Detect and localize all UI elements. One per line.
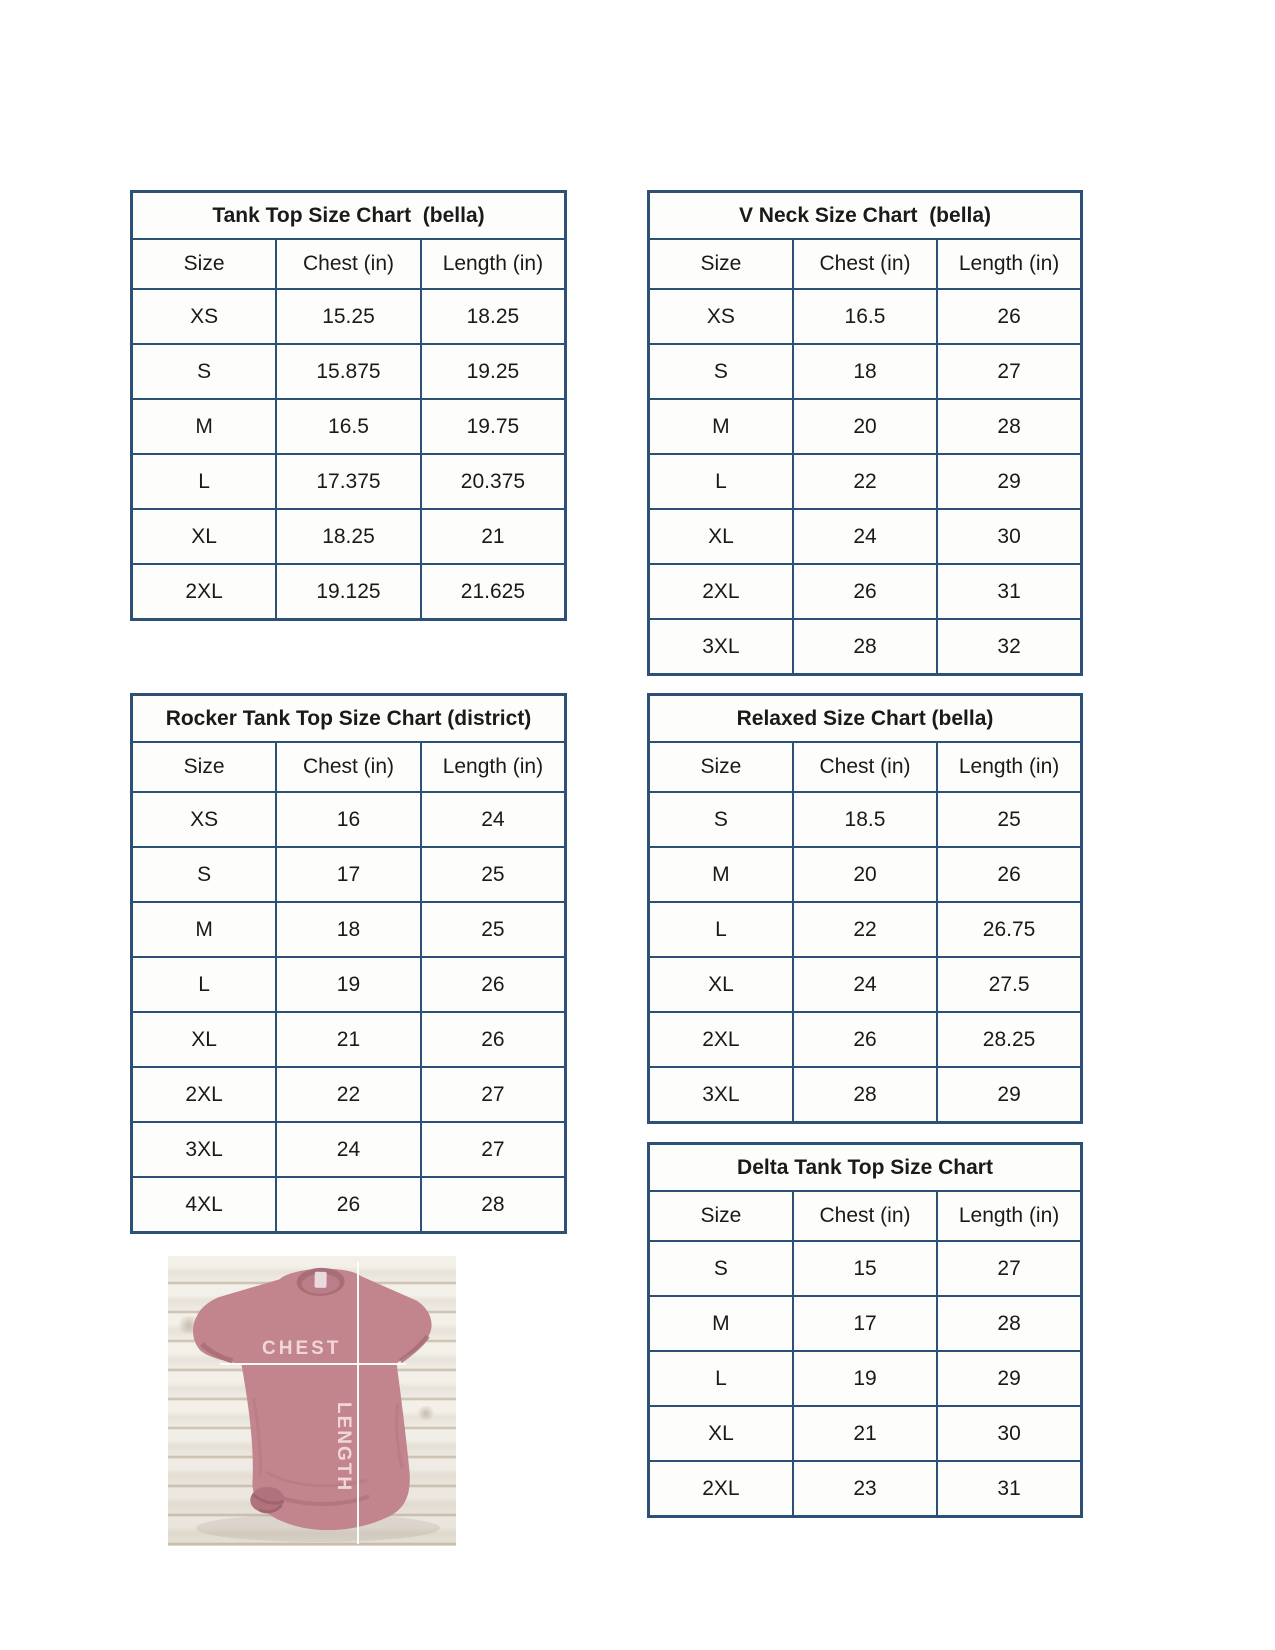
size-chart-table	[647, 1142, 1083, 1518]
chest-cell: 21	[276, 1012, 421, 1067]
size-cell: S	[649, 344, 793, 399]
length-cell: 27	[421, 1122, 566, 1177]
chest-cell: 18.25	[276, 509, 421, 564]
chest-cell: 18.5	[793, 792, 937, 847]
size-row	[649, 509, 1082, 564]
table-title: Delta Tank Top Size Chart	[649, 1144, 1082, 1192]
length-cell: 26.75	[937, 902, 1081, 957]
size-cell: S	[649, 1241, 793, 1296]
size-row	[649, 564, 1082, 619]
chest-cell: 21	[793, 1406, 937, 1461]
size-cell: M	[649, 847, 793, 902]
length-cell: 28.25	[937, 1012, 1081, 1067]
column-header: Chest (in)	[793, 1191, 937, 1241]
length-cell: 27	[937, 344, 1081, 399]
size-cell: 2XL	[649, 1012, 793, 1067]
size-cell: 3XL	[132, 1122, 277, 1177]
size-row	[132, 1067, 566, 1122]
length-cell: 19.75	[421, 399, 566, 454]
chest-label: CHEST	[262, 1338, 342, 1359]
length-cell: 26	[421, 1012, 566, 1067]
chest-measure-line	[220, 1363, 406, 1365]
size-row	[132, 564, 566, 620]
size-row	[132, 1177, 566, 1233]
table-title-row	[649, 1144, 1082, 1192]
column-header: Length (in)	[937, 1191, 1081, 1241]
tank-top-size-chart-table	[130, 190, 567, 621]
length-cell: 28	[937, 399, 1081, 454]
column-header: Size	[649, 742, 793, 792]
length-cell: 19.25	[421, 344, 566, 399]
length-cell: 26	[937, 289, 1081, 344]
size-row	[649, 344, 1082, 399]
size-cell: 3XL	[649, 1067, 793, 1123]
size-cell: 2XL	[649, 1461, 793, 1517]
chest-cell: 15.875	[276, 344, 421, 399]
size-row	[132, 902, 566, 957]
length-cell: 18.25	[421, 289, 566, 344]
length-cell: 29	[937, 1067, 1081, 1123]
chest-cell: 17	[276, 847, 421, 902]
column-header: Size	[649, 239, 793, 289]
chest-cell: 26	[276, 1177, 421, 1233]
length-cell: 31	[937, 564, 1081, 619]
size-row	[132, 344, 566, 399]
length-cell: 31	[937, 1461, 1081, 1517]
chest-cell: 17	[793, 1296, 937, 1351]
chest-cell: 28	[793, 619, 937, 675]
size-row	[649, 1296, 1082, 1351]
chest-cell: 24	[276, 1122, 421, 1177]
size-row	[649, 289, 1082, 344]
chest-cell: 23	[793, 1461, 937, 1517]
size-row	[132, 509, 566, 564]
table-header-row	[132, 239, 566, 289]
size-cell: 4XL	[132, 1177, 277, 1233]
length-cell: 29	[937, 1351, 1081, 1406]
size-chart-table	[130, 190, 567, 621]
rocker-tank-top-size-chart-table	[130, 693, 567, 1234]
length-cell: 27	[937, 1241, 1081, 1296]
table-title-row	[649, 192, 1082, 240]
table-header-row	[649, 239, 1082, 289]
size-cell: L	[649, 1351, 793, 1406]
length-cell: 28	[421, 1177, 566, 1233]
chest-cell: 16.5	[276, 399, 421, 454]
size-row	[649, 1067, 1082, 1123]
size-cell: XL	[649, 1406, 793, 1461]
length-cell: 29	[937, 454, 1081, 509]
relaxed-size-chart-table	[647, 693, 1083, 1124]
size-row	[649, 454, 1082, 509]
shirt-measurement-photo	[168, 1256, 456, 1546]
chest-cell: 19	[276, 957, 421, 1012]
table-title: Tank Top Size Chart (bella)	[132, 192, 566, 240]
chest-cell: 26	[793, 564, 937, 619]
length-cell: 21	[421, 509, 566, 564]
length-cell: 24	[421, 792, 566, 847]
size-cell: M	[649, 1296, 793, 1351]
length-cell: 21.625	[421, 564, 566, 620]
size-row	[649, 1241, 1082, 1296]
size-row	[649, 792, 1082, 847]
v-neck-size-chart-table	[647, 190, 1083, 676]
size-cell: 2XL	[649, 564, 793, 619]
column-header: Length (in)	[421, 742, 566, 792]
size-row	[649, 847, 1082, 902]
length-cell: 25	[421, 847, 566, 902]
length-cell: 32	[937, 619, 1081, 675]
size-cell: XL	[649, 509, 793, 564]
size-cell: L	[649, 902, 793, 957]
chest-cell: 19	[793, 1351, 937, 1406]
size-cell: L	[649, 454, 793, 509]
length-cell: 27.5	[937, 957, 1081, 1012]
length-cell: 27	[421, 1067, 566, 1122]
size-chart-table	[130, 693, 567, 1234]
chest-cell: 19.125	[276, 564, 421, 620]
size-row	[132, 957, 566, 1012]
size-cell: 2XL	[132, 1067, 277, 1122]
chest-cell: 18	[276, 902, 421, 957]
size-row	[649, 902, 1082, 957]
chest-cell: 24	[793, 957, 937, 1012]
size-row	[649, 1461, 1082, 1517]
size-row	[132, 289, 566, 344]
chest-cell: 16.5	[793, 289, 937, 344]
t-shirt-illustration	[168, 1256, 456, 1546]
chest-cell: 24	[793, 509, 937, 564]
size-cell: S	[132, 344, 277, 399]
length-cell: 26	[421, 957, 566, 1012]
size-row	[649, 619, 1082, 675]
length-measure-line	[357, 1262, 359, 1544]
chest-cell: 22	[793, 454, 937, 509]
table-header-row	[649, 742, 1082, 792]
size-row	[649, 957, 1082, 1012]
chest-cell: 22	[793, 902, 937, 957]
table-title-row	[649, 695, 1082, 743]
table-title: Rocker Tank Top Size Chart (district)	[132, 695, 566, 743]
size-row	[649, 399, 1082, 454]
chest-cell: 15	[793, 1241, 937, 1296]
size-row	[132, 792, 566, 847]
size-cell: XS	[649, 289, 793, 344]
chest-cell: 26	[793, 1012, 937, 1067]
size-cell: M	[132, 399, 277, 454]
size-row	[649, 1012, 1082, 1067]
length-cell: 26	[937, 847, 1081, 902]
table-header-row	[649, 1191, 1082, 1241]
chest-cell: 22	[276, 1067, 421, 1122]
size-cell: M	[132, 902, 277, 957]
length-cell: 20.375	[421, 454, 566, 509]
column-header: Size	[132, 239, 277, 289]
chest-cell: 16	[276, 792, 421, 847]
size-cell: M	[649, 399, 793, 454]
size-cell: XS	[132, 792, 277, 847]
column-header: Size	[649, 1191, 793, 1241]
size-chart-table	[647, 190, 1083, 676]
size-row	[132, 454, 566, 509]
length-label: LENGTH	[333, 1402, 354, 1493]
table-title: Relaxed Size Chart (bella)	[649, 695, 1082, 743]
size-cell: XL	[132, 509, 277, 564]
table-title-row	[132, 695, 566, 743]
chest-cell: 28	[793, 1067, 937, 1123]
chest-cell: 20	[793, 399, 937, 454]
table-title: V Neck Size Chart (bella)	[649, 192, 1082, 240]
length-cell: 25	[937, 792, 1081, 847]
size-cell: L	[132, 454, 277, 509]
length-cell: 25	[421, 902, 566, 957]
column-header: Chest (in)	[276, 239, 421, 289]
chest-cell: 18	[793, 344, 937, 399]
size-cell: XS	[132, 289, 277, 344]
chest-cell: 17.375	[276, 454, 421, 509]
column-header: Length (in)	[421, 239, 566, 289]
column-header: Chest (in)	[276, 742, 421, 792]
size-cell: 2XL	[132, 564, 277, 620]
length-cell: 30	[937, 509, 1081, 564]
column-header: Chest (in)	[793, 239, 937, 289]
length-cell: 28	[937, 1296, 1081, 1351]
size-cell: L	[132, 957, 277, 1012]
chest-cell: 20	[793, 847, 937, 902]
size-row	[132, 1012, 566, 1067]
delta-tank-top-size-chart-table	[647, 1142, 1083, 1518]
chest-cell: 15.25	[276, 289, 421, 344]
column-header: Length (in)	[937, 742, 1081, 792]
length-cell: 30	[937, 1406, 1081, 1461]
size-row	[132, 847, 566, 902]
column-header: Size	[132, 742, 277, 792]
table-title-row	[132, 192, 566, 240]
size-cell: XL	[132, 1012, 277, 1067]
size-chart-table	[647, 693, 1083, 1124]
size-row	[132, 1122, 566, 1177]
size-cell: S	[649, 792, 793, 847]
column-header: Chest (in)	[793, 742, 937, 792]
size-cell: S	[132, 847, 277, 902]
size-row	[649, 1406, 1082, 1461]
size-row	[132, 399, 566, 454]
size-cell: 3XL	[649, 619, 793, 675]
table-header-row	[132, 742, 566, 792]
size-row	[649, 1351, 1082, 1406]
column-header: Length (in)	[937, 239, 1081, 289]
size-cell: XL	[649, 957, 793, 1012]
